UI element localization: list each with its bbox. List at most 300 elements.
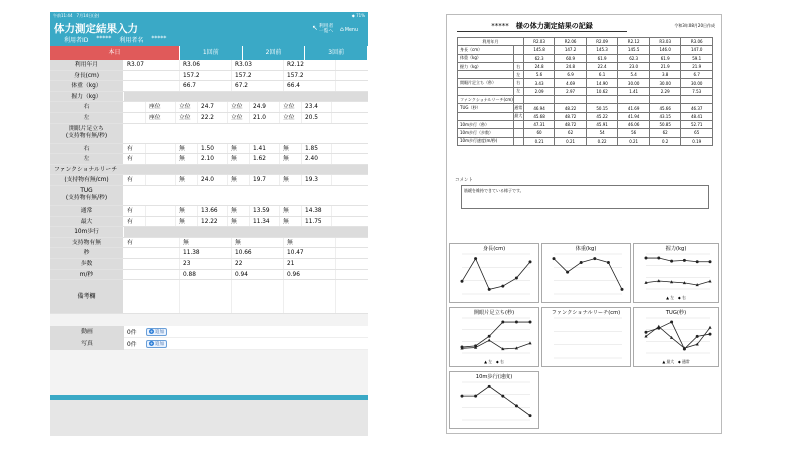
chart-title: 体重(kg)	[575, 246, 597, 252]
report-cell: 65	[681, 129, 713, 137]
chart-svg	[542, 244, 632, 304]
series-line	[462, 340, 530, 349]
report-cell: 41.94	[618, 112, 650, 120]
posture-select[interactable]: 座位	[146, 102, 176, 112]
user-list-label-2: 一覧へ	[318, 29, 334, 35]
report-header-cell: R2.12	[618, 38, 650, 46]
cell-h3: R2.12	[284, 60, 336, 70]
report-cell: 30.00	[618, 79, 650, 87]
label-date: 利用年月	[50, 60, 124, 70]
report-chart	[541, 243, 631, 303]
report-row-name: 開眼片足立ち（秒）	[458, 79, 514, 87]
cell-h3: 14.38	[302, 206, 332, 216]
support-h3: 無	[280, 217, 302, 227]
input-date[interactable]: R3.07	[124, 60, 180, 70]
data-point	[529, 414, 532, 417]
row-grip-header	[50, 92, 368, 103]
cell-h2: 1.41	[250, 144, 280, 154]
report-row	[458, 54, 713, 62]
row-grip-right	[50, 102, 368, 113]
report-cell: 43.15	[649, 112, 681, 120]
notes-h2	[232, 280, 284, 313]
data-point	[474, 395, 477, 398]
support-h3: 無	[280, 206, 302, 216]
chart-title: TUG(秒)	[665, 310, 687, 316]
cell-h2: 13.59	[250, 206, 280, 216]
cell-h3: 19.3	[302, 175, 332, 185]
input-grip-left[interactable]	[124, 113, 146, 123]
series-line	[554, 259, 622, 290]
row-tug-header	[50, 186, 368, 206]
cell-h2: 22	[232, 259, 284, 269]
report-title-suffix: 様の体力測定結果の記録	[515, 22, 593, 30]
report-cell: 147.2	[555, 46, 587, 54]
label-steps: 歩数	[50, 259, 124, 269]
user-list-label-1: 利用者	[318, 24, 334, 29]
report-cell: 0.2	[649, 137, 681, 145]
tabs	[50, 46, 368, 60]
support-select[interactable]: 有	[124, 175, 146, 185]
input-height[interactable]	[124, 71, 180, 81]
photo-count: 0件	[127, 342, 137, 349]
cell-h1: 0.88	[180, 270, 232, 280]
report-cell: 21.9	[649, 62, 681, 70]
tab-1-before[interactable]: 1回前	[180, 46, 243, 60]
chart-title: 開眼片足立ち(秒)	[473, 310, 515, 316]
posture-h2: 立位	[228, 102, 250, 112]
report-chart	[633, 307, 719, 367]
row-notes	[50, 280, 368, 314]
row-video	[50, 326, 368, 338]
data-point	[461, 395, 464, 398]
notes-h3	[284, 280, 336, 313]
data-point	[553, 257, 556, 260]
report-row	[458, 62, 713, 70]
chart-title: ファンクショナルリーチ(cm)	[551, 310, 621, 316]
data-point	[621, 288, 624, 291]
support-h2: 無	[228, 206, 250, 216]
report-row	[458, 137, 713, 145]
report-cell: 45.91	[586, 120, 618, 128]
data-point	[708, 279, 711, 282]
support-select[interactable]: 有	[124, 144, 146, 154]
report-title	[457, 21, 627, 32]
cell-h1: 1.50	[198, 144, 228, 154]
data-point	[657, 325, 660, 328]
report-row-name: 10m歩行（秒）	[458, 120, 514, 128]
data-point	[501, 321, 504, 324]
cell-h1: R3.06	[180, 60, 232, 70]
chart-title: 身長(cm)	[482, 246, 506, 252]
posture-h3: 立位	[280, 113, 302, 123]
support-h2: 無	[228, 175, 250, 185]
report-cell	[523, 96, 555, 104]
report-cell: 46.94	[523, 104, 555, 112]
report-cell: 5.6	[523, 71, 555, 79]
add-label: 追加	[155, 341, 164, 347]
support-select[interactable]: 有	[124, 206, 146, 216]
report-cell: 62	[555, 129, 587, 137]
report-row-sub	[513, 96, 523, 104]
notes-textarea[interactable]	[124, 280, 180, 313]
page-title: 体力測定結果入力	[54, 23, 138, 35]
support-h1: 無	[176, 144, 198, 154]
report-cell: 2.09	[523, 87, 555, 95]
report-cell: 0.21	[618, 137, 650, 145]
data-point	[645, 331, 648, 334]
support-h2: 無	[228, 154, 250, 164]
report-chart	[541, 307, 631, 367]
report-cell: 2.29	[649, 87, 681, 95]
tab-today[interactable]: 本日	[50, 46, 180, 60]
report-row-sub	[513, 46, 523, 54]
data-point	[515, 404, 518, 407]
cell-h2: 157.2	[232, 71, 284, 81]
label-video: 動画	[50, 326, 124, 338]
media-section	[50, 326, 368, 350]
report-cell: 0.22	[586, 137, 618, 145]
measurement-table	[50, 60, 368, 314]
data-point	[461, 280, 464, 283]
report-chart	[449, 243, 539, 303]
status-time: 午前11:44 7月14日(金)	[53, 13, 100, 18]
report-cell: 24.8	[523, 62, 555, 70]
cell-h1: 23	[180, 259, 232, 269]
add-photo-button[interactable]	[146, 340, 167, 348]
input-eo-left[interactable]	[146, 154, 176, 164]
input-eo-right[interactable]	[146, 144, 176, 154]
section-fill	[124, 124, 368, 143]
label-max: 最大	[50, 217, 124, 227]
input-weight[interactable]	[124, 81, 180, 91]
report-cell: 52.71	[681, 120, 713, 128]
data-point	[580, 261, 583, 264]
report-date: 令和3年08月20日作成	[674, 23, 715, 28]
report-cell: 0.21	[523, 137, 555, 145]
plus-icon: +	[149, 341, 154, 347]
data-point	[474, 257, 477, 260]
row-walk-steps	[50, 259, 368, 270]
report-chart	[449, 371, 539, 429]
chart-svg	[450, 372, 540, 430]
input-walk-speed[interactable]	[124, 270, 180, 280]
arrow-back-icon: ↖	[312, 24, 318, 33]
report-cell: 56	[618, 129, 650, 137]
report-header-cell: R3.03	[649, 38, 681, 46]
support-h1: 無	[176, 217, 198, 227]
row-reach-header	[50, 165, 368, 176]
report-cell: 7.53	[681, 87, 713, 95]
report-cell: 50.15	[586, 104, 618, 112]
label-support: 支持物有無	[50, 238, 124, 248]
report-cell	[586, 96, 618, 104]
cell-h3: 1.85	[302, 144, 332, 154]
report-cell: 48.41	[681, 112, 713, 120]
section-fill	[124, 186, 368, 205]
support-h2: 無	[228, 217, 250, 227]
report-cell: 41.69	[618, 104, 650, 112]
tab-3-before[interactable]: 3回前	[305, 46, 368, 60]
report-patient-name: *****	[491, 22, 509, 30]
report-row	[458, 96, 713, 104]
menu-button[interactable]	[340, 27, 358, 34]
report-row	[458, 46, 713, 54]
report-row-sub: 右	[513, 62, 523, 70]
support-select[interactable]: 有	[124, 238, 180, 248]
report-cell: 45.68	[523, 112, 555, 120]
series-line	[462, 259, 530, 290]
data-point	[515, 321, 518, 324]
row-reach	[50, 175, 368, 186]
row-walk-speed	[50, 270, 368, 281]
video-count: 0件	[127, 330, 137, 337]
report-cell: 30.00	[649, 79, 681, 87]
series-line	[646, 281, 710, 285]
data-point	[709, 260, 712, 263]
chart-title: 10m歩行(速度)	[475, 374, 513, 380]
report-row	[458, 120, 713, 128]
label-eyes-open	[50, 124, 124, 143]
report-row-sub: 左	[513, 87, 523, 95]
report-cell	[681, 96, 713, 104]
chart-svg	[450, 244, 540, 304]
row-eo-left	[50, 154, 368, 165]
chart-legend: ▲ 左 ◆ 右	[484, 359, 504, 364]
posture-select[interactable]: 座位	[146, 113, 176, 123]
row-tug-normal	[50, 206, 368, 217]
report-cell: 61.9	[649, 54, 681, 62]
cell-h1: 12.22	[198, 217, 228, 227]
menu-label: Menu	[344, 27, 358, 33]
report-cell: 45.66	[649, 104, 681, 112]
label-height: 身長(cm)	[50, 71, 124, 81]
label-left: 左	[50, 113, 124, 123]
comment-box: 筋緩を維持できている様子です。	[461, 185, 709, 209]
support-h3: 無	[280, 175, 302, 185]
report-cell: 48.22	[555, 104, 587, 112]
row-weight	[50, 81, 368, 92]
report-cell: 4.69	[555, 79, 587, 87]
report-cell: 46.37	[681, 104, 713, 112]
cell-h2: 0.94	[232, 270, 284, 280]
row-photo	[50, 338, 368, 350]
plus-icon: +	[149, 329, 154, 335]
data-point	[696, 335, 699, 338]
data-point	[566, 271, 569, 274]
home-icon: ⌂	[340, 26, 344, 33]
cell-h2: R3.03	[232, 60, 284, 70]
posture-h2: 立位	[228, 113, 250, 123]
user-list-button[interactable]	[312, 24, 333, 35]
report-cell: 145.3	[586, 46, 618, 54]
data-point	[593, 257, 596, 260]
cell-h3: 0.96	[284, 270, 336, 280]
report-document	[446, 14, 722, 434]
data-point	[488, 335, 491, 338]
cell-h3: 21	[284, 259, 336, 269]
report-cell: 0.19	[681, 137, 713, 145]
report-cell: 54	[586, 129, 618, 137]
report-cell: 5.4	[618, 71, 650, 79]
report-cell: 48.72	[555, 112, 587, 120]
support-h2: 無	[228, 144, 250, 154]
cell-h1: 157.2	[180, 71, 232, 81]
report-row-name	[458, 112, 514, 120]
series-line	[462, 322, 530, 347]
row-walk-support	[50, 238, 368, 249]
add-label: 追加	[155, 329, 164, 335]
posture-h1: 立位	[176, 113, 198, 123]
data-point	[670, 321, 673, 324]
data-point	[709, 333, 712, 336]
label-left: 左	[50, 154, 124, 164]
label-right: 右	[50, 144, 124, 154]
report-cell: 6.7	[681, 71, 713, 79]
add-video-button[interactable]	[146, 328, 167, 336]
report-cell: 3.8	[649, 71, 681, 79]
input-walk-seconds[interactable]	[124, 248, 180, 258]
report-header-cell: 利用年月	[458, 38, 524, 46]
label-tug-1: TUG	[80, 188, 93, 195]
cell-h2: 1.62	[250, 154, 280, 164]
report-cell: 47.31	[523, 120, 555, 128]
cell-h3: 157.2	[284, 71, 336, 81]
report-cell: 6.9	[555, 71, 587, 79]
user-id-label: 利用者ID	[64, 37, 89, 44]
series-line	[646, 258, 710, 262]
input-walk-steps[interactable]	[124, 259, 180, 269]
tab-2-before[interactable]: 2回前	[243, 46, 306, 60]
report-header-cell: R3.06	[681, 38, 713, 46]
support-select[interactable]: 有	[124, 154, 146, 164]
row-walk-seconds	[50, 248, 368, 259]
report-cell: 23.0	[618, 62, 650, 70]
report-row-name	[458, 87, 514, 95]
cell-h1: 13.66	[198, 206, 228, 216]
cell-h3: 11.75	[302, 217, 332, 227]
report-row	[458, 71, 713, 79]
cell-h1: 24.0	[198, 175, 228, 185]
chart-legend: ▲ 左 ◆ 右	[666, 295, 686, 300]
support-h1: 無	[176, 206, 198, 216]
report-cell: 147.0	[681, 46, 713, 54]
label-notes: 備考欄	[50, 280, 124, 313]
report-row-name: ファンクショナルリーチ(cm)	[458, 96, 514, 104]
report-row-sub	[513, 54, 523, 62]
cell-h3: 23.4	[302, 102, 332, 112]
report-row-sub	[513, 137, 523, 145]
report-cell: 2.97	[555, 87, 587, 95]
cell-h3: 20.5	[302, 113, 332, 123]
report-header-cell: R2.06	[555, 38, 587, 46]
input-tug-normal[interactable]	[146, 206, 176, 216]
label-functional-reach: ファンクショナルリーチ	[50, 165, 368, 175]
report-cell: 50.85	[649, 120, 681, 128]
report-header-cell: R2.03	[523, 38, 555, 46]
chart-svg	[542, 308, 632, 368]
report-cell: 30.00	[681, 79, 713, 87]
report-cell	[649, 96, 681, 104]
cell-h1: 24.7	[198, 102, 228, 112]
data-point	[488, 288, 491, 291]
report-row	[458, 104, 713, 112]
data-point	[488, 338, 491, 341]
report-cell: 10.62	[586, 87, 618, 95]
data-point	[501, 285, 504, 288]
report-row-sub: 左	[513, 71, 523, 79]
tablet-screen	[50, 12, 368, 436]
data-point	[683, 259, 686, 262]
report-cell: 145.5	[618, 46, 650, 54]
chart-title: 握力(kg)	[665, 246, 687, 252]
data-point	[529, 321, 532, 324]
row-eo-right	[50, 144, 368, 155]
cell-h1: 2.10	[198, 154, 228, 164]
label-seconds: 秒	[50, 248, 124, 258]
cell-h1: 22.2	[198, 113, 228, 123]
data-point	[607, 261, 610, 264]
notes-h1	[180, 280, 232, 313]
input-tug-max[interactable]	[146, 217, 176, 227]
cell-h3: 2.40	[302, 154, 332, 164]
label-right: 右	[50, 102, 124, 112]
row-date	[50, 60, 368, 71]
bottom-area	[50, 400, 368, 436]
row-eyes-open-header	[50, 124, 368, 144]
user-id-value: *****	[96, 35, 112, 42]
report-cell: 22.4	[586, 62, 618, 70]
cell-h1: 11.38	[180, 248, 232, 258]
support-select[interactable]: 有	[124, 217, 146, 227]
report-cell: 60	[523, 129, 555, 137]
label-reach-support: (支持物有無/cm)	[50, 175, 124, 185]
data-point	[645, 257, 648, 260]
status-bar	[50, 12, 368, 20]
report-cell: 146.0	[649, 46, 681, 54]
row-walk-header	[50, 227, 368, 238]
data-point	[515, 277, 518, 280]
report-row-name: 10m歩行速度(m/秒)	[458, 137, 514, 145]
report-row-name: 10m歩行（歩数）	[458, 129, 514, 137]
label-tug-2: (支持物有無/秒)	[65, 195, 108, 202]
data-point	[529, 260, 532, 263]
report-row-name: 身長（cm）	[458, 46, 514, 54]
data-point	[670, 260, 673, 263]
report-row	[458, 79, 713, 87]
report-row-sub	[513, 120, 523, 128]
label-tug	[50, 186, 124, 205]
report-chart	[449, 307, 539, 367]
posture-h1: 立位	[176, 102, 198, 112]
row-height	[50, 71, 368, 82]
user-name-label: 利用者名	[119, 37, 144, 44]
cell-h2: 24.9	[250, 102, 280, 112]
support-h1: 無	[176, 175, 198, 185]
cell-h3: 10.47	[284, 248, 336, 258]
report-cell: 62.3	[618, 54, 650, 62]
report-cell: 48.72	[555, 120, 587, 128]
report-cell: 1.41	[618, 87, 650, 95]
report-row-sub	[513, 129, 523, 137]
report-cell: 45.22	[586, 112, 618, 120]
input-reach[interactable]	[146, 175, 176, 185]
data-point	[696, 260, 699, 263]
input-grip-right[interactable]	[124, 102, 146, 112]
cell-h2: 11.34	[250, 217, 280, 227]
report-chart	[633, 243, 719, 303]
report-cell: 6.1	[586, 71, 618, 79]
report-cell: 46.06	[618, 120, 650, 128]
